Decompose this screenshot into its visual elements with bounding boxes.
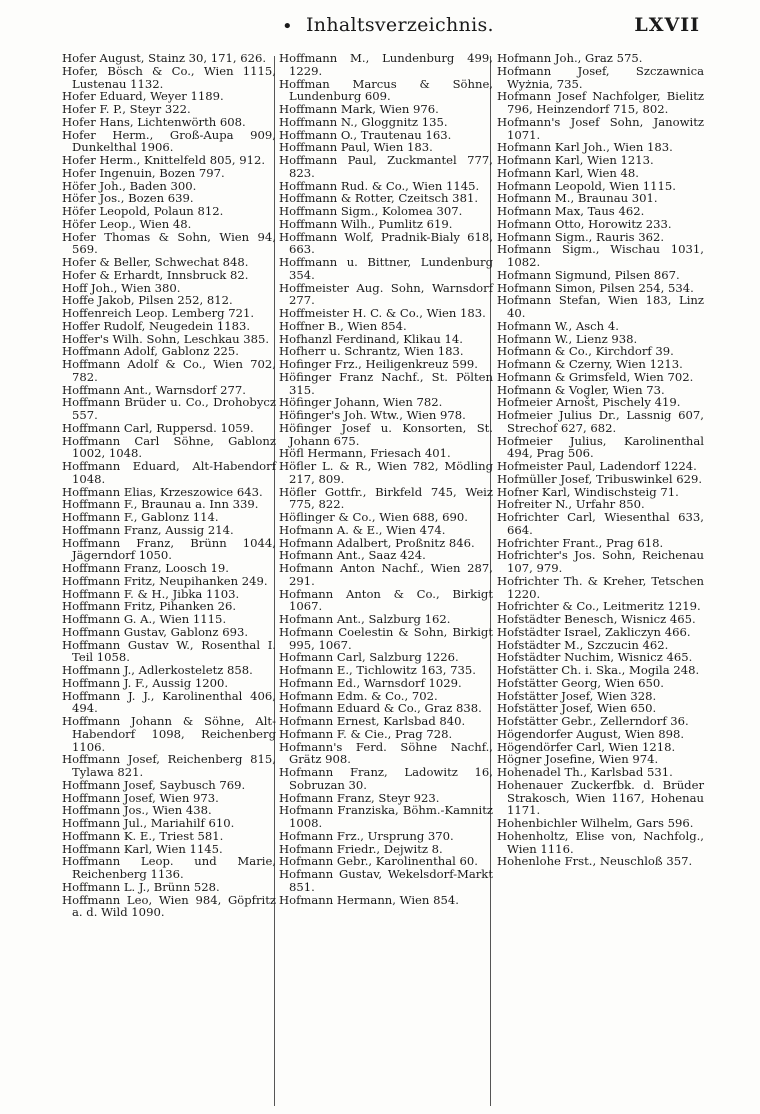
- index-entry: Hoffer's Wilh. Sohn, Leschkau 385.: [62, 331, 270, 346]
- page-number: LXVII: [634, 14, 700, 36]
- index-entry: Hohenauer Zuckerfbk. d. Brüder Strakosch, Wien 1167, Hohenau 1171.: [497, 777, 704, 818]
- index-entry: Hoffmann Eduard, Alt-Habendorf 1048.: [62, 459, 276, 486]
- index-entry: Hoffmann J., Adlerkosteletz 858.: [62, 663, 253, 677]
- index-entry: Hoffmann & Rotter, Czeitsch 381.: [279, 191, 479, 206]
- index-entry: Hofrichter's Jos. Sohn, Reichenau 107, 979.: [497, 548, 704, 575]
- index-entry: Hofer Herm., Groß-Aupa 909, Dunkelthal 1906.: [62, 127, 276, 155]
- index-entry: Hofrichter Carl, Wiesenthal 633, 664.: [497, 510, 704, 537]
- index-entry: Hoffmann J. F., Aussig 1200.: [62, 675, 229, 690]
- index-entry: Hofmann Max, Taus 462.: [497, 204, 645, 218]
- index-entry: Hofmann Otto, Horowitz 233.: [497, 216, 672, 231]
- index-entry: Hoffmann Josef, Wien 973.: [62, 790, 219, 805]
- index-entry: Hoffmann J. J., Karolinenthal 406, 494.: [62, 688, 276, 716]
- index-entry: Hofstätter Georg, Wien 650.: [497, 675, 664, 690]
- index-entry: Hofmann F. & Cie., Prag 728.: [279, 726, 453, 741]
- index-entry: Hofer F. P., Steyr 322.: [62, 102, 191, 116]
- index-entry: Hofmann Coelestin & Sohn, Birkigt 995, 1067.: [279, 624, 493, 652]
- index-entry: Hofmeister Paul, Ladendorf 1224.: [497, 459, 697, 473]
- index-entry: Hofrichter Th. & Kreher, Tetschen 1220.: [497, 573, 704, 601]
- index-entry: Hoffmann M., Lundenburg 499, 1229.: [279, 51, 493, 78]
- page-title: Inhaltsverzeichnis.: [306, 14, 494, 36]
- index-entry: Hofmann Adalbert, Proßnitz 846.: [279, 535, 475, 550]
- index-entry: Hoffmann Karl, Wien 1145.: [62, 841, 223, 856]
- index-entry: Hoffmann Gustav W., Rosenthal I. Teil 1058.: [62, 637, 276, 665]
- index-entry: Hohenlohe Frst., Neuschloß 357.: [497, 854, 693, 869]
- index-entry: Hoffmann F. & H., Jibka 1103.: [62, 586, 240, 601]
- index-entry: Hoffmann u. Bittner, Lundenburg 354.: [279, 255, 493, 282]
- index-entry: Hoffmann Fritz, Neupihanken 249.: [62, 573, 268, 588]
- index-entry: Hofner Karl, Windischsteig 71.: [497, 484, 679, 499]
- index-entry: Hofmann & Vogler, Wien 73.: [497, 382, 665, 397]
- index-entry: Hofmann Joh., Graz 575.: [497, 51, 643, 65]
- index-entry: Hofmann Karl, Wien 1213.: [497, 153, 654, 167]
- index-entry: Hofstädter Nuchim, Wisnicz 465.: [497, 650, 693, 665]
- index-entry: Hofmann Josef Nachfolger, Bielitz 796, Heinzendorf 715, 802.: [497, 89, 704, 116]
- index-entry: Hofherr u. Schrantz, Wien 183.: [279, 344, 464, 359]
- index-entry: Hoffman Marcus & Söhne, Lundenburg 609.: [279, 76, 493, 104]
- index-entry: Hofer Hans, Lichtenwörth 608.: [62, 114, 246, 129]
- index-entry: Högendorfer August, Wien 898.: [497, 726, 685, 741]
- index-entry: Hofrichter & Co., Leitmeritz 1219.: [497, 599, 701, 614]
- index-entry: Hofmann's Ferd. Söhne Nachf., Grätz 908.: [279, 739, 493, 767]
- index-entry: Hofer, Bösch & Co., Wien 1115, Lustenau 1132.: [62, 63, 276, 91]
- index-entry: Höfl Hermann, Friesach 401.: [279, 446, 451, 461]
- index-entry: Hofmann Franz, Steyr 923.: [279, 790, 440, 805]
- index-entry: Hoffmann O., Trautenau 163.: [279, 127, 452, 142]
- index-entry: Hofmeier Julius Dr., Lassnig 607, Strechof 627, 682.: [497, 408, 704, 435]
- index-entry: Hoffer Rudolf, Neugedein 1183.: [62, 318, 251, 333]
- index-entry: Hoffmann N., Gloggnitz 135.: [279, 114, 448, 129]
- index-entry: Hofer Ingenuin, Bozen 797.: [62, 165, 225, 180]
- index-entry: Hoffmann Franz, Aussig 214.: [62, 522, 234, 537]
- index-entry: Hoffmeister Aug. Sohn, Warnsdorf 277.: [279, 280, 493, 308]
- index-entry: Hofmann A. & E., Wien 474.: [279, 522, 446, 537]
- index-entry: Hoffmann Franz, Loosch 19.: [62, 561, 229, 575]
- index-entry: Höfinger Josef u. Konsorten, St. Johann 675.: [279, 420, 493, 448]
- index-entry: Hoffmann Carl, Ruppersd. 1059.: [62, 420, 254, 435]
- index-entry: Hofmeier Arnošt, Pischely 419.: [497, 395, 681, 410]
- index-entry: Hoffmann Josef, Reichenberg 815, Tylawa 821.: [62, 752, 276, 779]
- index-entry: Hoffmann Josef, Saybusch 769.: [62, 777, 246, 792]
- page-header: [60, 14, 700, 42]
- index-entry: Hoffmann Leop. und Marie, Reichenberg 1136.: [62, 854, 276, 881]
- index-entry: Hoffmann Paul, Zuckmantel 777, 823.: [279, 153, 493, 180]
- index-entry: Hofmann & Czerny, Wien 1213.: [497, 357, 683, 371]
- index-entry: Hoffmann Adolf, Gablonz 225.: [62, 344, 239, 359]
- index-entry: Hofstätter Josef, Wien 650.: [497, 701, 657, 716]
- index-entry: Hofmann Anton & Co., Birkigt 1067.: [279, 586, 493, 614]
- index-entry: Högendörfer Carl, Wien 1218.: [497, 739, 676, 754]
- index-entry: Hoffmann Carl Söhne, Gablonz 1002, 1048.: [62, 433, 276, 461]
- index-entry: Höflinger & Co., Wien 688, 690.: [279, 510, 468, 524]
- index-entry: Hoffmann Wilh., Pumlitz 619.: [279, 216, 453, 231]
- index-entry: Hofmann Ant., Saaz 424.: [279, 548, 426, 563]
- index-entry: Hofmann Leopold, Wien 1115.: [497, 178, 676, 193]
- index-entry: Hofmann & Co., Kirchdorf 39.: [497, 344, 674, 359]
- index-entry: Hofmann M., Braunau 301.: [497, 191, 658, 206]
- index-entry: Hofmann Anton Nachf., Wien 287, 291.: [279, 561, 493, 588]
- index-entry: Hofer Herm., Knittelfeld 805, 912.: [62, 153, 266, 167]
- index-entry: Hofmann Edm. & Co., 702.: [279, 688, 438, 703]
- index-entry: Hoffmann Mark, Wien 976.: [279, 102, 439, 116]
- index-entry: Hofmann Carl, Salzburg 1226.: [279, 650, 459, 665]
- index-entry: Hofmann Friedr., Dejwitz 8.: [279, 841, 443, 856]
- index-entry: Höfer Leop., Wien 48.: [62, 216, 192, 231]
- index-entry: Hofmann Eduard & Co., Graz 838.: [279, 701, 482, 716]
- index-entry: Hoffmann Brüder u. Co., Drohobycz 557.: [62, 395, 276, 422]
- index-entry: Hofstädter Israel, Zakliczyn 466.: [497, 624, 691, 639]
- index-entry: Hoffmann Ant., Warnsdorf 277.: [62, 382, 246, 397]
- index-entry: Höfinger's Joh. Wtw., Wien 978.: [279, 408, 466, 422]
- index-entry: Hofmann W., Asch 4.: [497, 318, 619, 333]
- index-entry: Hofmann Josef, Szczawnica Wyżnia, 735.: [497, 63, 704, 91]
- index-entry: Hoffmann Jul., Mariahilf 610.: [62, 816, 235, 830]
- index-entry: Hoffmann G. A., Wien 1115.: [62, 612, 227, 626]
- index-entry: Hoffmann Fritz, Pihanken 26.: [62, 599, 237, 614]
- index-entry: Hohenholtz, Elise von, Nachfolg., Wien 1116.: [497, 828, 704, 856]
- index-entry: Hofer & Beller, Schwechat 848.: [62, 255, 249, 269]
- index-entry: Hoff Joh., Wien 380.: [62, 280, 181, 295]
- index-entry: Höfler L. & R., Wien 782, Mödling 217, 809.: [279, 459, 493, 486]
- index-entry: Hofmann Hermann, Wien 854.: [279, 892, 459, 907]
- index-entry: Hoffmann Sigm., Kolomea 307.: [279, 204, 463, 218]
- index-entry: Hofmann E., Tichlowitz 163, 735.: [279, 663, 476, 677]
- index-entry: Hofer & Erhardt, Innsbruck 82.: [62, 267, 249, 282]
- index-entry: Hofinger Frz., Heiligenkreuz 599.: [279, 357, 478, 371]
- index-entry: Hoffmann Gustav, Gablonz 693.: [62, 624, 249, 639]
- index-entry: Hoffmann Franz, Brünn 1044, Jägerndorf 1050.: [62, 535, 276, 563]
- index-entry: Hofmann Sigm., Rauris 362.: [497, 229, 665, 244]
- index-entry: Hoffmann Jos., Wien 438.: [62, 803, 212, 818]
- index-entry: Hofer Eduard, Weyer 1189.: [62, 89, 224, 104]
- index-entry: Hofmann Gebr., Karolinenthal 60.: [279, 854, 478, 869]
- index-entry: Hoffmann Adolf & Co., Wien 702, 782.: [62, 357, 276, 384]
- header-bullet: •: [282, 16, 293, 37]
- index-entry: Hofmann Karl, Wien 48.: [497, 165, 639, 180]
- index-entry: Hoffmann Johann & Söhne, Alt-Habendorf 1098, Reichenberg 1106.: [62, 714, 276, 754]
- index-entry: Hoffmann F., Braunau a. Inn 339.: [62, 497, 259, 512]
- index-entry: Hofmann Karl Joh., Wien 183.: [497, 140, 673, 155]
- index-column-2: [279, 52, 493, 906]
- index-entry: Hoffmann F., Gablonz 114.: [62, 510, 219, 524]
- index-entry: Hofmann Franz, Ladowitz 16, Sobruzan 30.: [279, 765, 493, 792]
- index-entry: Högner Josefine, Wien 974.: [497, 752, 659, 767]
- index-entry: Hoffmann Elias, Krzeszowice 643.: [62, 484, 263, 499]
- index-entry: Hofmann Stefan, Wien 183, Linz 40.: [497, 293, 704, 320]
- index-entry: Hofer Thomas & Sohn, Wien 94, 569.: [62, 229, 276, 257]
- index-entry: Hofhanzl Ferdinand, Klikau 14.: [279, 331, 463, 346]
- index-entry: Hofstätter Ch. i. Ska., Mogila 248.: [497, 663, 700, 677]
- index-entry: Hofmeier Julius, Karolinenthal 494, Prag 506.: [497, 433, 704, 461]
- index-entry: Hofmüller Josef, Tribuswinkel 629.: [497, 471, 703, 486]
- index-entry: Hofmann Frz., Ursprung 370.: [279, 828, 454, 843]
- index-entry: Höfer Jos., Bozen 639.: [62, 191, 194, 206]
- index-column-1: [62, 52, 276, 919]
- index-entry: Hoffmeister H. C. & Co., Wien 183.: [279, 306, 486, 320]
- index-entry: Hofstätter Gebr., Zellerndorf 36.: [497, 714, 689, 728]
- index-entry: Hofmann Simon, Pilsen 254, 534.: [497, 280, 694, 295]
- index-entry: Hoffmann Rud. & Co., Wien 1145.: [279, 178, 480, 193]
- index-entry: Hofmann Ant., Salzburg 162.: [279, 612, 451, 626]
- index-entry: Hoffmann Leo, Wien 984, Göpfritz a. d. Wild 1090.: [62, 892, 276, 920]
- index-entry: Höfer Joh., Baden 300.: [62, 178, 197, 193]
- index-entry: Hoffmann Paul, Wien 183.: [279, 140, 433, 155]
- index-entry: Hofmann Gustav, Wekelsdorf-Markt 851.: [279, 867, 493, 894]
- index-entry: Hofmann's Josef Sohn, Janowitz 1071.: [497, 114, 704, 142]
- index-entry: Hofstädter M., Szczucin 462.: [497, 637, 669, 652]
- index-entry: Hoffe Jakob, Pilsen 252, 812.: [62, 293, 233, 308]
- index-entry: Hoffenreich Leop. Lemberg 721.: [62, 306, 255, 320]
- index-column-3: [497, 52, 704, 868]
- index-entry: Hofstädter Benesch, Wisnicz 465.: [497, 612, 696, 626]
- index-entry: Hofmann Sigmund, Pilsen 867.: [497, 267, 680, 282]
- index-entry: Hofer August, Stainz 30, 171, 626.: [62, 51, 267, 65]
- index-entry: Hohenbichler Wilhelm, Gars 596.: [497, 816, 694, 830]
- index-entry: Höfinger Johann, Wien 782.: [279, 395, 443, 410]
- index-entry: Hofmann & Grimsfeld, Wien 702.: [497, 369, 694, 384]
- index-entry: Hofmann Sigm., Wischau 1031, 1082.: [497, 242, 704, 269]
- index-entry: Hoffmann K. E., Triest 581.: [62, 828, 224, 843]
- index-entry: Hohenadel Th., Karlsbad 531.: [497, 765, 673, 779]
- index-entry: Hofmann Franziska, Böhm.-Kamnitz 1008.: [279, 803, 493, 830]
- index-entry: Hofmann Ed., Warnsdorf 1029.: [279, 675, 462, 690]
- index-entry: Hoffmann L. J., Brünn 528.: [62, 879, 220, 894]
- index-entry: Hofstätter Josef, Wien 328.: [497, 688, 657, 703]
- index-entry: Hofrichter Frant., Prag 618.: [497, 535, 664, 550]
- index-entry: Hoffmann Wolf, Pradnik-Bialy 618, 663.: [279, 229, 493, 257]
- index-entry: Hoffner B., Wien 854.: [279, 318, 407, 333]
- index-entry: Höfler Gottfr., Birkfeld 745, Weiz 775, 822.: [279, 484, 493, 512]
- index-entry: Höfer Leopold, Polaun 812.: [62, 204, 224, 218]
- index-entry: Hofmann W., Lienz 938.: [497, 331, 638, 346]
- index-entry: Hofmann Ernest, Karlsbad 840.: [279, 714, 466, 728]
- index-entry: Hofreiter N., Urfahr 850.: [497, 497, 645, 512]
- index-entry: Höfinger Franz Nachf., St. Pölten 315.: [279, 369, 493, 397]
